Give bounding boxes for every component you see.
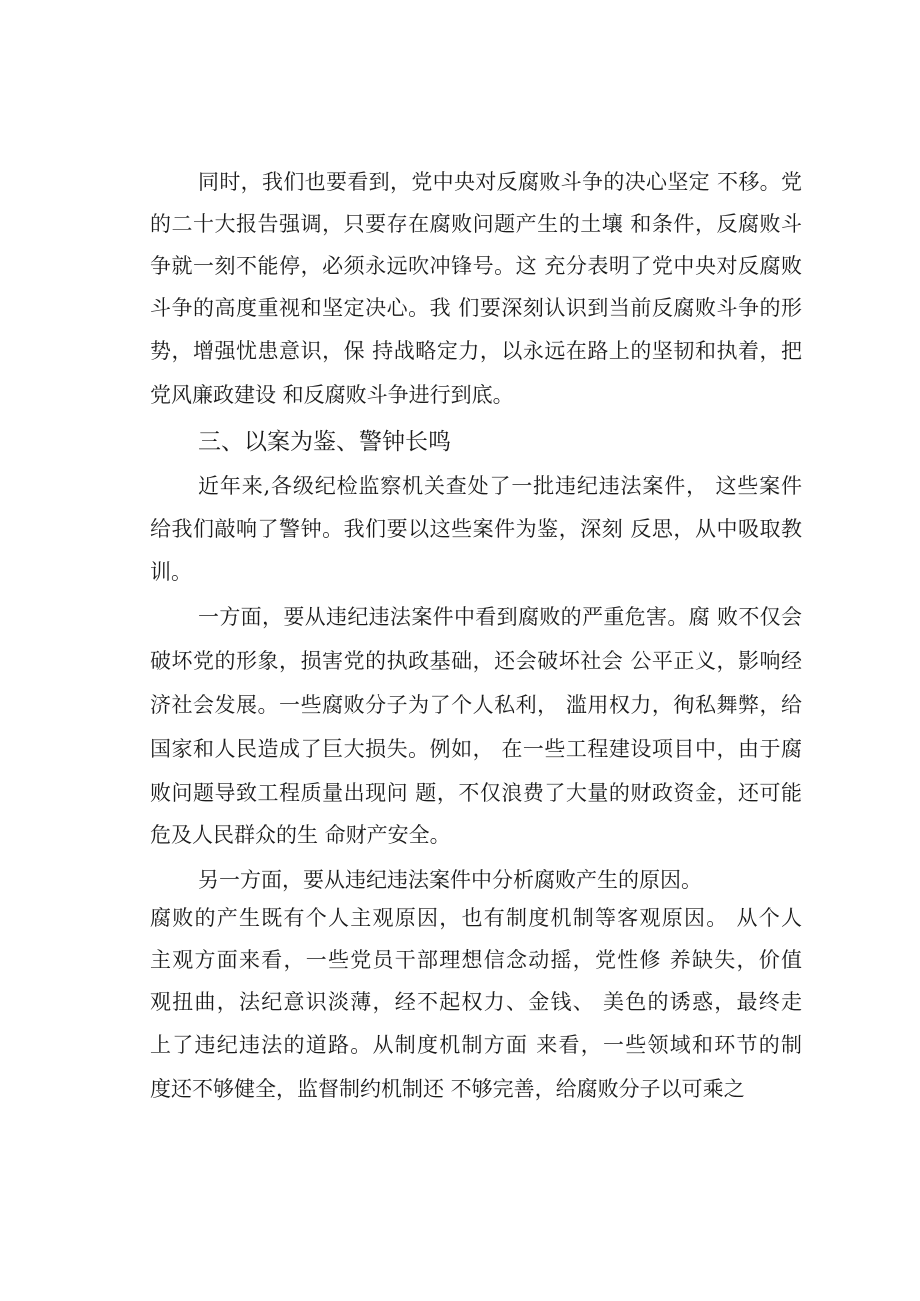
- section-paragraph-1-line-2: 给我们敲响了警钟。我们要以这些案件为鉴，深刻 反思，从中吸取教: [150, 517, 802, 541]
- paragraph-1-line-1: 同时，我们也要看到，党中央对反腐败斗争的决心坚定 不移。党: [198, 170, 802, 194]
- paragraph-1-line-6: 党风廉政建设 和反腐败斗争进行到底。: [150, 383, 514, 407]
- section-paragraph-1-line-3: 训。: [150, 560, 192, 584]
- section-heading: 三、以案为鉴、警钟长鸣: [198, 429, 451, 455]
- section-paragraph-3-line-6: 度还不够健全，监督制约机制还 不够完善，给腐败分子以可乘之: [150, 1077, 745, 1101]
- section-paragraph-2-line-5: 败问题导致工程质量出现问 题，不仅浪费了大量的财政资金，还可能: [150, 781, 802, 805]
- section-paragraph-3-line-4: 观扭曲，法纪意识淡薄，经不起权力、金钱、 美色的诱惑，最终走: [150, 990, 802, 1014]
- paragraph-1-line-2: 的二十大报告强调，只要存在腐败问题产生的土壤 和条件，反腐败斗: [150, 212, 802, 236]
- paragraph-1-line-4: 斗争的高度重视和坚定决心。我 们要深刻认识到当前反腐败斗争的形: [150, 296, 802, 320]
- section-paragraph-3-line-3: 主观方面来看，一些党员干部理想信念动摇，党性修 养缺失，价值: [150, 948, 802, 972]
- section-paragraph-2-line-2: 破坏党的形象，损害党的执政基础，还会破坏社会 公平正义，影响经: [150, 649, 802, 673]
- section-paragraph-2-line-3: 济社会发展。一些腐败分子为了个人私利， 滥用权力，徇私舞弊，给: [150, 693, 802, 717]
- section-paragraph-2-line-1: 一方面，要从违纪违法案件中看到腐败的严重危害。腐 败不仅会: [198, 605, 802, 629]
- section-paragraph-2-line-6: 危及人民群众的生 命财产安全。: [150, 823, 451, 847]
- section-paragraph-3-line-5: 上了违纪违法的道路。从制度机制方面 来看，一些领域和环节的制: [150, 1033, 802, 1057]
- section-paragraph-3-line-2: 腐败的产生既有个人主观原因，也有制度机制等客观原因。 从个人: [150, 906, 802, 930]
- paragraph-1-line-3: 争就一刻不能停，必须永远吹冲锋号。这 充分表明了党中央对反腐败: [150, 254, 802, 278]
- section-paragraph-3-line-1: 另一方面，要从违纪违法案件中分析腐败产生的原因。: [198, 868, 702, 892]
- section-paragraph-2-line-4: 国家和人民造成了巨大损失。例如， 在一些工程建设项目中，由于腐: [150, 737, 802, 761]
- section-paragraph-1-line-1: 近年来,各级纪检监察机关查处了一批违纪违法案件， 这些案件: [198, 474, 802, 498]
- paragraph-1-line-5: 势，增强忧患意识，保 持战略定力，以永远在路上的坚韧和执着，把: [150, 339, 802, 363]
